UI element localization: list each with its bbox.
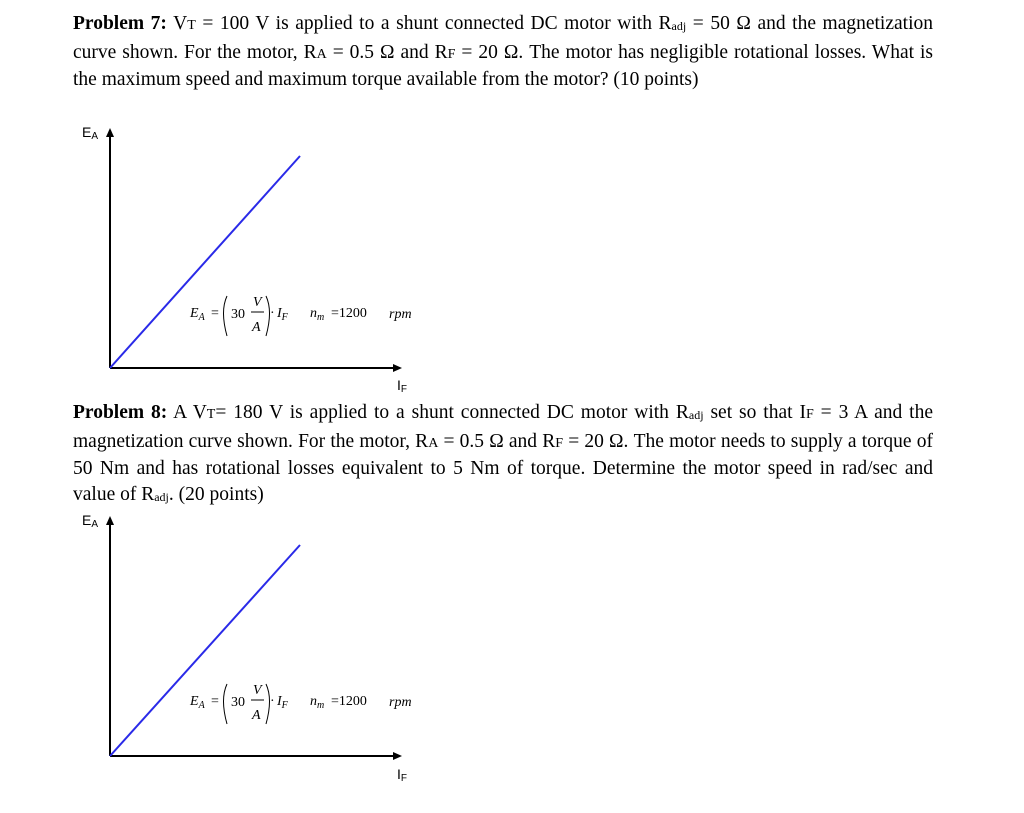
plot2-eq-coef: 30 [231,695,245,710]
problem-8-text: Problem 8: A VT= 180 V is applied to a shunt connected DC motor with Radj set so that IF = 3 A and the magnetization curve shown. For the motor, RA = 0.5 Ω and RF = 20 Ω. The motor needs to supply a torque of 50 Nm and has rotational losses equivalent to 5 Nm of torque. Determine the motor speed in rad/sec and value of Radj. (20 points) [73,402,933,505]
plot1-eq-dot: · [270,306,275,321]
plot2-magnetization-line [110,545,300,756]
plot2-speed-value: =1200 [331,694,367,709]
plot2-x-axis-label: IF [397,766,407,784]
plot1-eq-lhs: $E_A$ [190,306,205,323]
plot2-y-axis-label: EA [82,512,99,530]
plot2-eq-lparen [224,684,228,724]
problem-8-heading: Problem 8: [73,402,168,423]
plot1-speed-value: =1200 [331,306,367,321]
plot2-eq-dot: · [270,694,275,709]
plot1-x-axis-label: IF [397,377,407,395]
plot2-eq-equals: = [211,694,219,709]
plot2-eq-var: $I_F$ [277,694,288,711]
plot2-eq-num: V [253,683,262,698]
plot1-speed-unit: rpm [389,307,412,322]
problem-7-text: Problem 7: VT = 100 V is applied to a shunt connected DC motor with Radj = 50 Ω and the magnetization curve shown. For the motor, RA = 0.5 Ω and RF = 20 Ω. The motor has negligible rotational losses. What is the maximum speed and maximum torque available from the motor? (10 points) [73,13,933,91]
plot1-eq-den: A [252,320,261,335]
plot2-y-axis-arrow [106,516,114,525]
plot2-eq-lhs: $E_A$ [190,694,205,711]
plot2-x-axis-arrow [393,752,402,760]
plot2-speed-symbol: $n_m$ [310,694,325,711]
plot1-eq-coef: 30 [231,307,245,322]
problem-7-heading: Problem 7: [73,13,167,34]
plot1-y-axis-label: EA [82,124,99,142]
plot1-eq-var: $I_F$ [277,306,288,323]
plot2-eq-rparen [266,684,270,724]
plot2-eq-den: A [252,708,261,723]
plot1-eq-equals: = [211,306,219,321]
plot1-eq-num: V [253,295,262,310]
plot1-speed-symbol: $n_m$ [310,306,325,323]
plot2-speed-unit: rpm [389,695,412,710]
